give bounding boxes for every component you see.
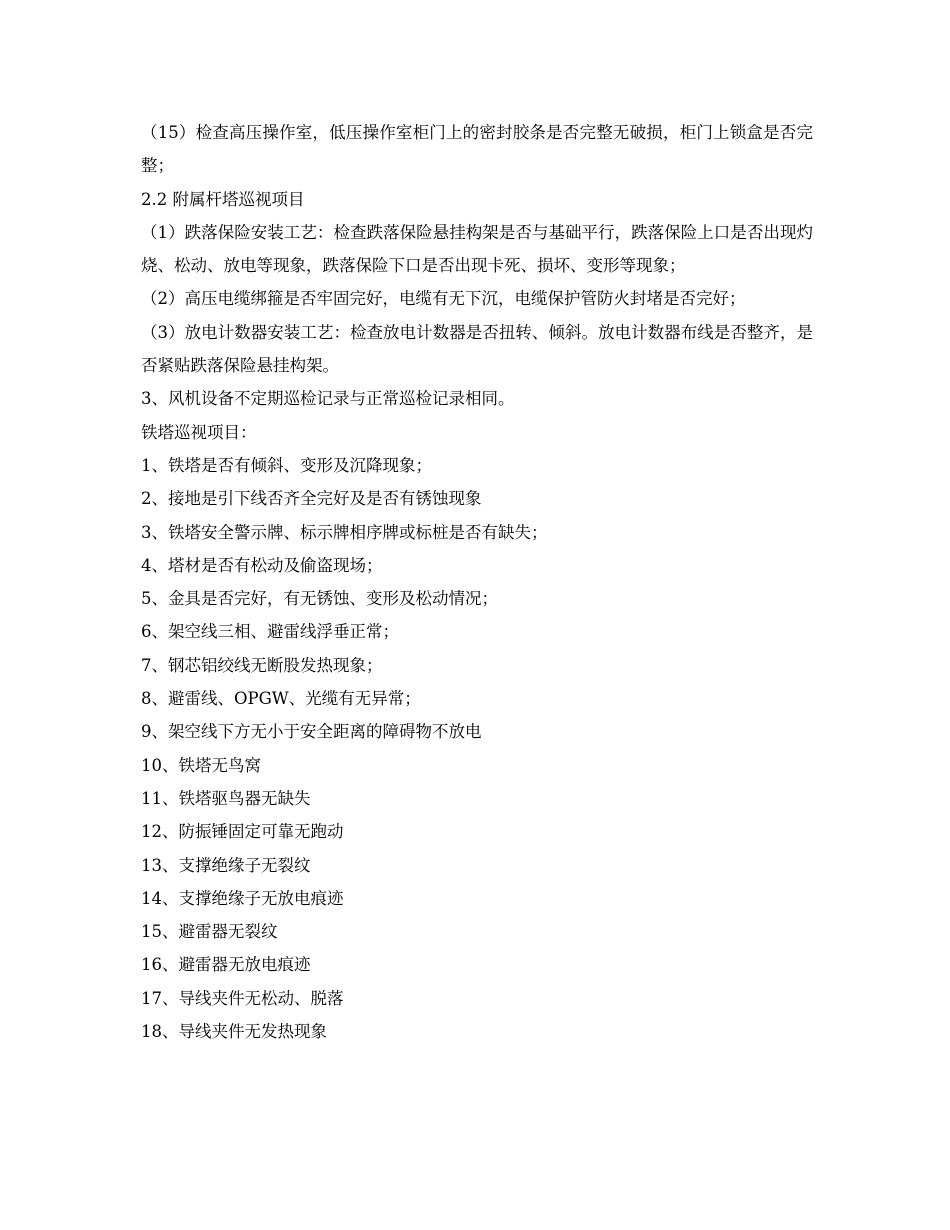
paragraph-discharge-counter-installation: （3）放电计数器安装工艺：检查放电计数器是否扭转、倾斜。放电计数器布线是否整齐，是否紧贴跌落保险悬挂构架。	[141, 322, 813, 376]
list-item: 13、支撑绝缘子无裂纹	[141, 855, 311, 875]
paragraph-wind-turbine-records: 3、风机设备不定期巡检记录与正常巡检记录相同。	[141, 389, 515, 409]
paragraph-hv-cable-clamps: （2）高压电缆绑箍是否牢固完好，电缆有无下沉，电缆保护管防火封堵是否完好；	[141, 289, 746, 309]
list-item: 6、架空线三相、避雷线浮垂正常；	[141, 622, 399, 642]
list-item: 4、塔材是否有松动及偷盗现场；	[141, 555, 383, 575]
document-body	[141, 116, 813, 1048]
list-item: 3、铁塔安全警示牌、标示牌相序牌或标桩是否有缺失；	[141, 522, 548, 542]
list-item: 2、接地是引下线否齐全完好及是否有锈蚀现象	[141, 489, 482, 509]
section-heading-tower-inspection: 铁塔巡视项目：	[141, 422, 257, 442]
list-item: 5、金具是否完好，有无锈蚀、变形及松动情况；	[141, 589, 498, 609]
section-heading-auxiliary-towers: 2.2 附属杆塔巡视项目	[141, 189, 305, 209]
paragraph-drop-fuse-installation: （1）跌落保险安装工艺：检查跌落保险悬挂构架是否与基础平行，跌落保险上口是否出现灼烧、松动、放电等现象，跌落保险下口是否出现卡死、损坏、变形等现象；	[141, 222, 813, 276]
list-item: 7、钢芯铝绞线无断股发热现象；	[141, 655, 383, 675]
list-item: 8、避雷线、OPGW、光缆有无异常；	[141, 689, 421, 709]
list-item: 16、避雷器无放电痕迹	[141, 955, 311, 975]
list-item: 14、支撑绝缘子无放电痕迹	[141, 888, 344, 908]
list-item: 15、避雷器无裂纹	[141, 922, 278, 942]
list-item: 18、导线夹件无发热现象	[141, 1022, 327, 1042]
list-item: 1、铁塔是否有倾斜、变形及沉降现象；	[141, 455, 432, 475]
list-item: 12、防振锤固定可靠无跑动	[141, 822, 344, 842]
list-item: 9、架空线下方无小于安全距离的障碍物不放电	[141, 722, 482, 742]
paragraph-inspect-operating-room-seals: （15）检查高压操作室，低压操作室柜门上的密封胶条是否完整无破损，柜门上锁盒是否完整；	[141, 123, 813, 176]
list-item: 10、铁塔无鸟窝	[141, 755, 261, 775]
list-item: 11、铁塔驱鸟器无缺失	[141, 788, 311, 808]
list-item: 17、导线夹件无松动、脱落	[141, 988, 344, 1008]
